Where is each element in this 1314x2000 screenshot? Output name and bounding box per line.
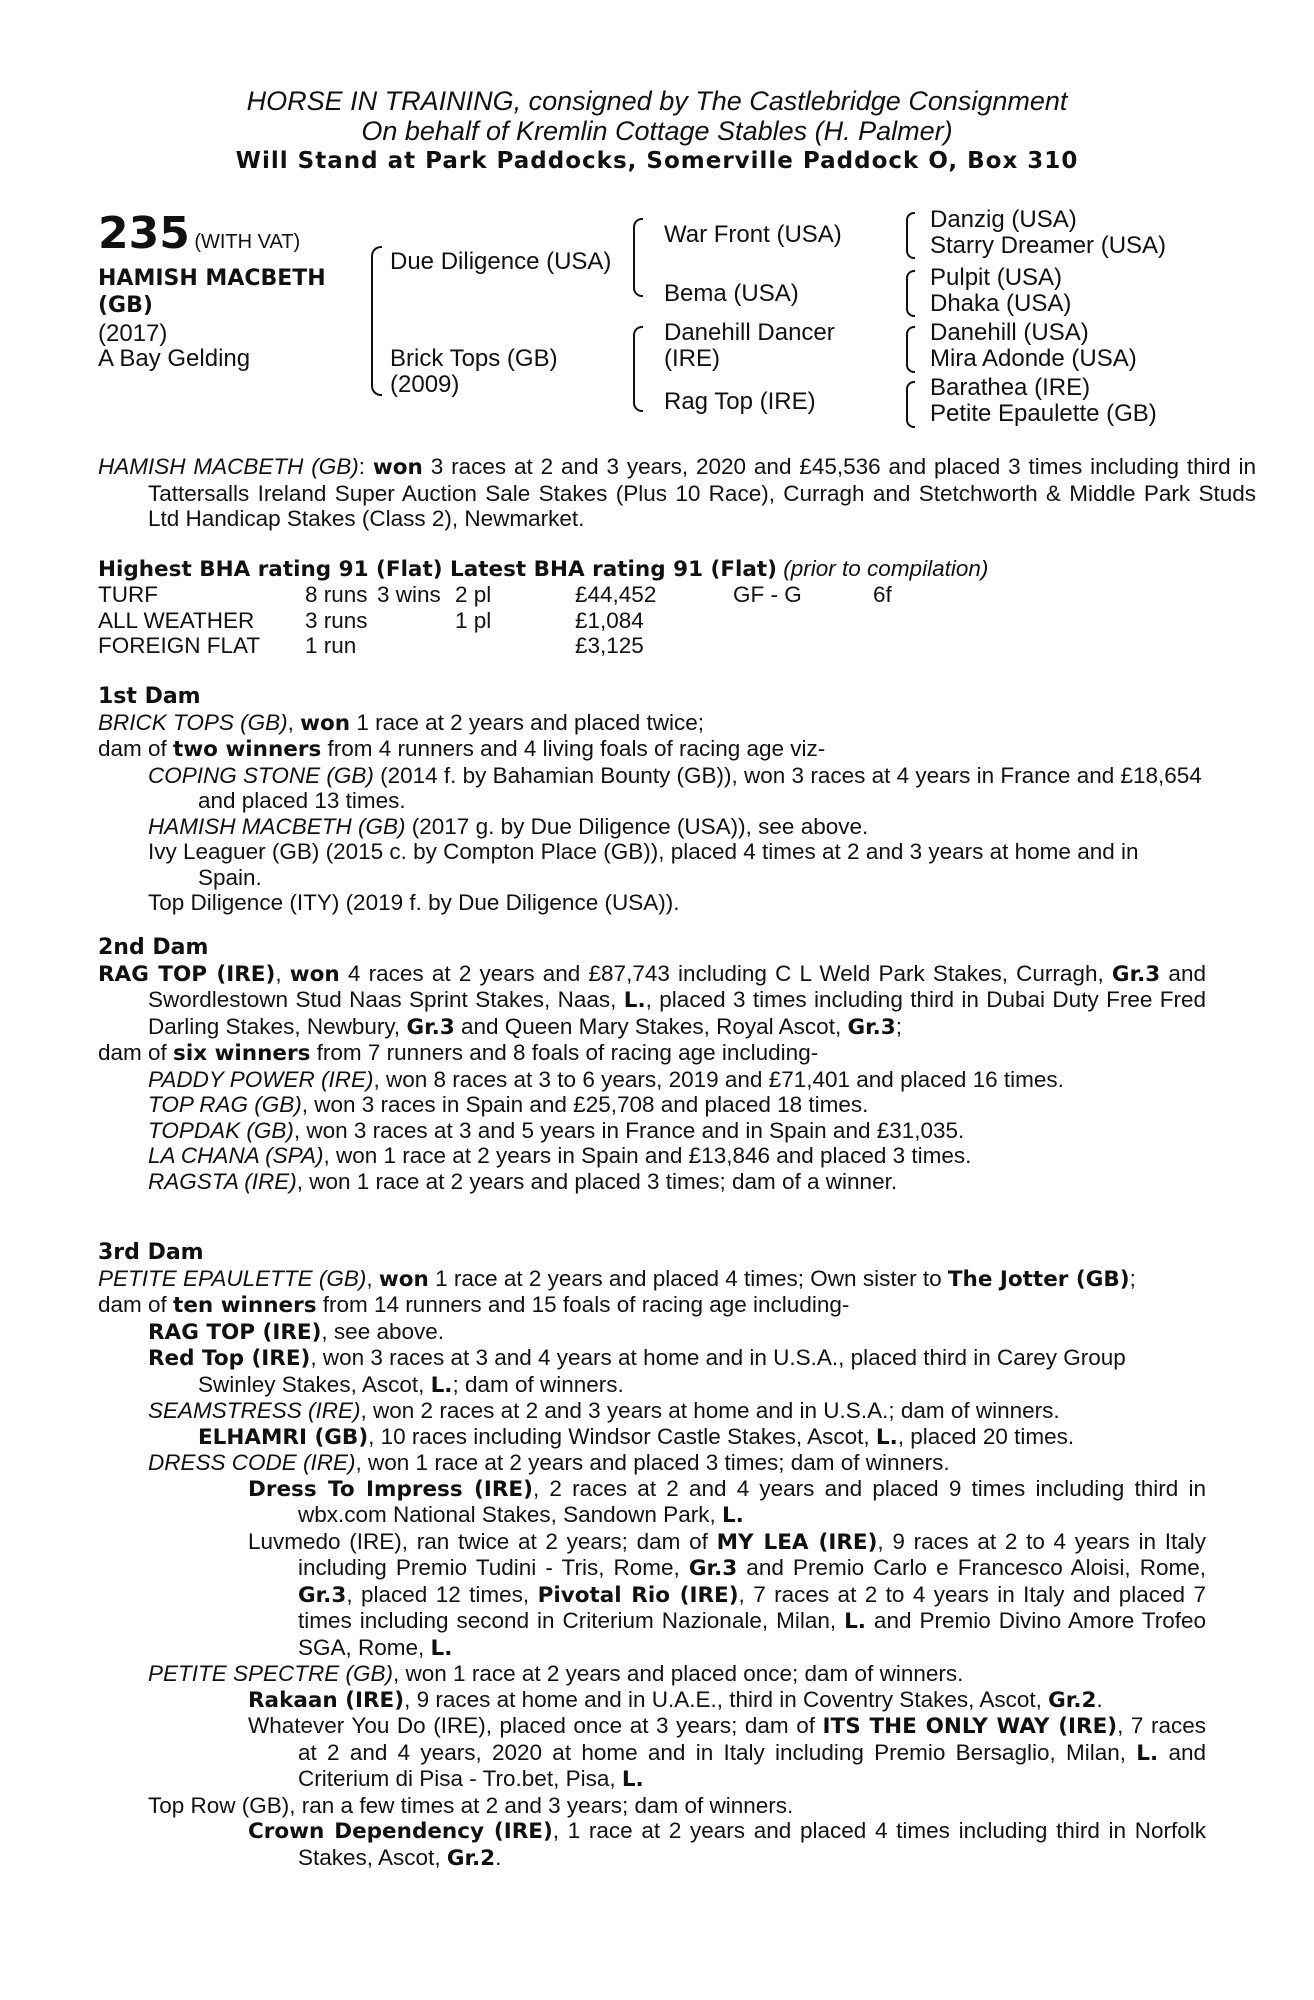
race-record-going: [733, 633, 873, 659]
vat-note: (WITH VAT): [194, 231, 301, 253]
ancestor-1: Danzig (USA): [930, 206, 1077, 233]
ratings-line: [98, 556, 1206, 583]
pedigree-brace-3c: [906, 326, 915, 373]
first-dam-record: BRICK TOPS (GB), won 1 race at 2 years and placed twice;: [98, 709, 705, 736]
produce-entry: SEAMSTRESS (IRE), won 2 races at 2 and 3 years at home and in U.S.A.; dam of winners.: [148, 1398, 1060, 1423]
produce-entry: TOP RAG (GB), won 3 races in Spain and £25,708 and placed 18 times.: [148, 1092, 869, 1117]
second-dam-record: RAG TOP (IRE), won 4 races at 2 years and £87,743 including C L Weld Park Stakes, Curragh, Gr.3 and Swordlestown Stud Naas Sprint Stakes, Naas, L., placed 3 times including third in Dubai Duty Free Fred Darling Stakes, Newbury, Gr.3 and Queen Mary Stakes, Royal Ascot, Gr.3;: [98, 960, 1206, 1040]
foaling-year: (2017): [98, 320, 168, 347]
summary-horse-name: HAMISH MACBETH (GB): [98, 454, 359, 479]
third-dam-section: [98, 1240, 1206, 1871]
race-record-dist: [873, 633, 913, 659]
third-dam-heading: 3rd Dam: [98, 1240, 204, 1265]
race-record-placed: 2 pl: [455, 582, 492, 607]
race-record-wins: [377, 633, 455, 659]
sire-sire: War Front (USA): [664, 221, 842, 248]
race-record: [98, 582, 1206, 659]
ancestor-6: Mira Adonde (USA): [930, 345, 1137, 372]
race-record-row: [98, 608, 913, 634]
dam: Brick Tops (GB): [390, 345, 558, 372]
race-record-going: [733, 608, 873, 634]
race-record-placed: [455, 633, 575, 659]
location-line: Will Stand at Park Paddocks, Somerville Paddock O, Box 310: [235, 148, 1079, 174]
produce-entry: PETITE SPECTRE (GB), won 1 race at 2 years and placed once; dam of winners.: [148, 1661, 964, 1686]
race-record-going: GF - G: [733, 582, 802, 607]
produce-entry: Top Row (GB), ran a few times at 2 and 3 years; dam of winners.: [148, 1792, 794, 1818]
pedigree-brace-3a: [906, 212, 915, 259]
ancestor-5: Danehill (USA): [930, 319, 1089, 346]
race-record-dist: [873, 608, 913, 634]
produce-entry: Ivy Leaguer (GB) (2015 c. by Compton Place (GB)), placed 4 times at 2 and 3 years at home and in Spain.: [148, 839, 1139, 890]
pedigree-brace-3d: [906, 381, 915, 428]
produce-entry: COPING STONE (GB) (2014 f. by Bahamian Bounty (GB)), won 3 races at 4 years in France and £18,654 and placed 13 times.: [148, 762, 1202, 813]
race-record-placed: 1 pl: [455, 607, 492, 633]
grandproduce-entry: Rakaan (IRE), 9 races at home and in U.A.E., third in Coventry Stakes, Ascot, Gr.2.: [248, 1686, 1103, 1713]
pedigree-brace-2a: [633, 218, 643, 297]
race-record-row: [98, 582, 913, 608]
won-label: won: [372, 455, 423, 480]
grandproduce-entry: Crown Dependency (IRE), 1 race at 2 years and placed 4 times including third in Norfolk Stakes, Ascot, Gr.2.: [248, 1818, 1206, 1871]
race-record-table: [98, 582, 913, 659]
dam-sire: Danehill Dancer: [664, 319, 835, 346]
first-dam-section: [98, 684, 1206, 916]
ancestor-3: Pulpit (USA): [930, 264, 1063, 291]
third-dam-produce: dam of ten winners from 14 runners and 15 foals of racing age including-: [98, 1292, 850, 1318]
second-dam-section: [98, 935, 1206, 1194]
ratings-note: (prior to compilation): [783, 556, 989, 581]
race-record-prize: £44,452: [575, 582, 657, 607]
lot-heading: [98, 208, 300, 259]
first-dam-produce: dam of two winners from 4 runners and 4 living foals of racing age viz-: [98, 736, 826, 762]
race-record-prize: £1,084: [575, 607, 644, 633]
horse-description: A Bay Gelding: [98, 345, 251, 372]
race-record-runs: 3 runs: [305, 607, 368, 633]
pedigree-brace-3b: [906, 270, 915, 317]
grandproduce-entry: ELHAMRI (GB), 10 races including Windsor Castle Stakes, Ascot, L., placed 20 times.: [198, 1423, 1075, 1450]
ancestor-8: Petite Epaulette (GB): [930, 400, 1157, 427]
vendor-line: On behalf of Kremlin Cottage Stables (H. Palmer): [361, 116, 953, 146]
grandproduce-entry: Whatever You Do (IRE), placed once at 3 years; dam of ITS THE ONLY WAY (IRE), 7 races at 2 and 4 years, 2020 at home and in Italy including Premio Bersaglio, Milan, L. and Criterium di Pisa - Tro.bet, Pisa, L.: [248, 1713, 1206, 1792]
horse-name: HAMISH MACBETH: [98, 266, 326, 291]
sire: Due Diligence (USA): [390, 248, 612, 275]
race-record-row: [98, 633, 913, 659]
pedigree-brace-2b: [633, 326, 643, 412]
consignor-line: HORSE IN TRAINING, consigned by The Castlebridge Consignment: [246, 86, 1068, 116]
produce-entry: Red Top (IRE), won 3 races at 3 and 4 years at home and in U.S.A., placed third in Carey Group Swinley Stakes, Ascot, L.; dam of winners.: [148, 1345, 1126, 1398]
second-dam-produce: dam of six winners from 7 runners and 8 foals of racing age including-: [98, 1040, 819, 1066]
race-record-wins: [377, 608, 455, 634]
grandproduce-entry: Dress To Impress (IRE), 2 races at 2 and 4 years and placed 9 times including third in wbx.com National Stakes, Sandown Park, L.: [248, 1475, 1206, 1528]
race-record-surface: ALL WEATHER: [98, 607, 255, 633]
ancestor-7: Barathea (IRE): [930, 374, 1091, 401]
lot-number: 235: [98, 208, 190, 259]
dam-sire-country: (IRE): [664, 345, 720, 372]
race-record-wins: 3 wins: [377, 582, 441, 607]
produce-entry: LA CHANA (SPA), won 1 race at 2 years in Spain and £13,846 and placed 3 times.: [148, 1143, 972, 1168]
race-record-runs: 8 runs: [305, 582, 368, 607]
grandproduce-entry: Luvmedo (IRE), ran twice at 2 years; dam of MY LEA (IRE), 9 races at 2 to 4 years in Italy including Premio Tudini - Tris, Rome, Gr.3 and Premio Carlo e Francesco Aloisi, Rome, Gr.3, placed 12 times, Pivotal Rio (IRE), 7 races at 2 to 4 years in Italy and placed 7 times including second in Criterium Nazionale, Milan, L. and Premio Divino Amore Trofeo SGA, Rome, L.: [248, 1528, 1207, 1661]
dam-dam: Rag Top (IRE): [664, 388, 816, 415]
produce-entry: Top Diligence (ITY) (2019 f. by Due Diligence (USA)).: [148, 890, 680, 915]
produce-entry: HAMISH MACBETH (GB) (2017 g. by Due Diligence (USA)), see above.: [148, 813, 869, 839]
race-record-dist: 6f: [873, 582, 892, 607]
ancestor-4: Dhaka (USA): [930, 290, 1072, 317]
race-record-runs: 1 run: [305, 633, 357, 658]
dam-year: (2009): [390, 371, 460, 398]
sire-dam: Bema (USA): [664, 280, 799, 307]
ancestor-2: Starry Dreamer (USA): [930, 232, 1167, 259]
second-dam-heading: 2nd Dam: [98, 935, 209, 960]
race-record-surface: FOREIGN FLAT: [98, 633, 261, 658]
produce-entry: DRESS CODE (IRE), won 1 race at 2 years and placed 3 times; dam of winners.: [148, 1450, 950, 1475]
first-dam-heading: 1st Dam: [98, 684, 201, 709]
bha-ratings: Highest BHA rating 91 (Flat) Latest BHA rating 91 (Flat): [98, 557, 778, 582]
race-record-surface: TURF: [98, 582, 158, 607]
produce-entry: RAG TOP (IRE), see above.: [148, 1318, 445, 1345]
produce-entry: RAGSTA (IRE), won 1 race at 2 years and placed 3 times; dam of a winner.: [148, 1168, 898, 1194]
produce-entry: TOPDAK (GB), won 3 races at 3 and 5 years in France and in Spain and £31,035.: [148, 1117, 965, 1143]
summary-text: 3 races at 2 and 3 years, 2020 and £45,536 and placed 3 times including third in Tattersalls Ireland Super Auction Sale Stakes (Plus 10 Race), Curragh and Stetchworth & Middle Park Studs Ltd Handicap Stakes (Class 2), Newmarket.: [148, 454, 1256, 531]
pedigree-brace-1: [371, 246, 382, 396]
horse-country: (GB): [98, 293, 153, 318]
third-dam-record: PETITE EPAULETTE (GB), won 1 race at 2 years and placed 4 times; Own sister to The Jotter (GB);: [98, 1265, 1136, 1292]
race-record-prize: £3,125: [575, 633, 644, 658]
race-summary: HAMISH MACBETH (GB): won 3 races at 2 and 3 years, 2020 and £45,536 and placed 3 times including third in Tattersalls Ireland Super Auction Sale Stakes (Plus 10 Race), Curragh and Stetchworth & Middle Park Studs Ltd Handicap Stakes (Class 2), Newmarket.: [98, 454, 1256, 531]
produce-entry: PADDY POWER (IRE), won 8 races at 3 to 6 years, 2019 and £71,401 and placed 16 times.: [148, 1066, 1064, 1092]
